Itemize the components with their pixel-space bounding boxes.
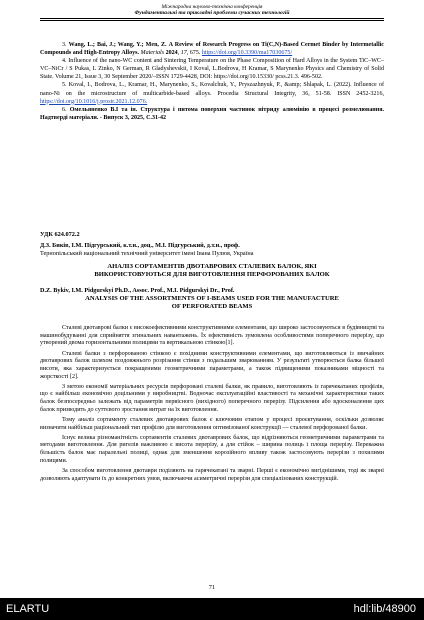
authors-en: D.Z. Bykiv, I.M. Pidgurskyi Ph.D., Assoc. Prof., M.I. Pidgurskyi Dr., Prof. [40,287,235,294]
affiliation-ua: Тернопільський національний технічний університет імені Івана Пулюя, Україна [40,250,254,257]
body-paragraph: За способом виготовлення двотаври поділяють на гарячекатані та зварні. Перші є економічно вигіднішими, тоді як зварні дозволяють адаптувати їх до конкретних умов, включаючи асиметричні перерізи для спеціалізованих конструкцій. [40,467,384,482]
udk-code: УДК 624.072.2 [40,231,80,238]
body-paragraph: Сталеві балки з перфорованою стінкою є похідними конструктивними елементами, що виготовляються із звичайних двотаврових балок шляхом поздовжнього розрізання стінки з подальшим зварюванням. У результаті утворюється балка більшої висоти, яка характеризується покращеними геометричними параметрами, а також підвищеними показниками міцності та жорсткості [2]. [40,350,384,380]
footer-bar [0,598,424,620]
reference-doi-link[interactable]: https://doi.org/10.1016/j.prostr.2021.12.076. [40,98,148,105]
authors-ua: Д.З. Биків, І.М. Підгурський, к.т.н., доц., М.І. Підгурський, д.т.н., проф. [40,242,240,249]
reference-item: 3. Wang, L.; Bai, J.; Wang, Y.; Men, Z. A Review of Research Progress on Ti(C,N)-Based Cermet Binder by Intermetallic Compounds and High-Entropy Alloys. Materials 2024, 17, 675. https://doi.org/10.3390/ma17030675/ [40,42,384,57]
page-number: 71 [208,584,216,591]
body-paragraph: З метою економії матеріальних ресурсів перфоровані сталеві балки, як правило, виготовляють із гарячекатаних профілів, що є найбільш економічно доцільними у виробництві. Водночас експлуатаційні властивості та механічні характеристики таких балок безпосередньо залежать від параметрів первісного (вихідного) поперечного перерізу. Підсилення або вдосконалення цих балок призводить до суттєвого зростання витрат на їх виготовлення. [40,383,384,413]
handle-id: hdl:lib/48900 [353,603,416,615]
reference-item: 6. Омельяненко В.І та ін. Структура і питома поверхня частинок нітриду алюмінію в процесі розмелювання. Надтверді матеріали. - Випуск 3, 2025, С.31-42 [40,106,384,121]
body-paragraph: Сталеві двотаврові балки є високоефективними конструктивними елементами, що широко застосовуються в будівництві та машинобудуванні для сприйняття згинальних навантажень. Їх ефективність зумовлена особливостями поперечного перерізу, що утворений двома горизонтальними полицями та вертикальною стінкою[1]. [40,325,384,347]
reference-journal: Materials [140,50,165,57]
reference-authors: Wang, L.; Bai, J.; Wang, Y.; Men, Z. [68,42,167,48]
reference-volume: 17 [180,50,187,57]
reference-list [40,41,384,122]
reference-doi-link[interactable]: https://doi.org/10.3390/ma17030675/ [201,50,293,57]
header-line-1: Міжнародна науково-технічна конференція [161,4,263,10]
conference-header [0,4,424,16]
repository-name: ELARTU [6,603,50,615]
paper-title-en: ANALYSIS OF THE ASSORTMENTS OF I-BEAMS USED FOR THE MANUFACTURE OF PERFORATED BEAMS [85,295,339,310]
reference-item: 4. Influence of the nano-WC content and Sintering Temperature on the Phase Composition of Hard Alloys in the System TiC–WC–VC–NiCr / S Pukas, L Zinko, N German, R Gladyshevskii, I Koval, L.Bodrova, H Kramar, S Marynenko Physics and Chemistry of Solid State. Volume 21, Issue 3, 30 September 2020/–ISSN 1729-4428, DOI: https://doi.org/10.15330/ pcss.21.3. 496-502. [40,58,384,81]
header-rule-2 [40,20,384,21]
reference-title: A Review of Research Progress on Ti(C,N)-Based Cermet Binder by Intermetallic Compounds and High-Entropy Alloys. [40,42,384,57]
body-paragraph: Існує велика різноманітність сортаментів сталевих двотаврових балок, що відрізняються геометричними параметрами та методами виготовлення. Для ригелів важливою є висота перерізу, а для стійок – ширина полиць і площа перерізу. Переважна більшість балок має паралельні полиці, однак для зменшення корозійного впливу також застосовують перерізи з похилими полицями. [40,434,384,464]
reference-item: 5. Koval, I., Bodrova, L., Kramar, H., Marynenko, S., Kovalchuk, Y., Pryszazhnyuk, P., &amp; Shlapak, L. (2022). Influence of nano-Ni on the microstructure of multicarbide-based alloys. Procedia Structural Integrity, 36, 51-58. ISSN 2452-3216, https://doi.org/10.1016/j.prostr.2021.12.076. [40,82,384,105]
paper-title-ua: АНАЛІЗ СОРТАМЕНТІВ ДВОТАВРОВИХ СТАЛЕВИХ БАЛОК, ЯКІ ВИКОРИСТОВУЮТЬСЯ ДЛЯ ВИГОТОВЛЕННЯ ПЕРФОРОВАНИХ БАЛОК [94,263,330,278]
header-line-2: Фундаментальні та прикладні проблеми сучасних технологій [134,10,290,16]
authors-block-ua [40,242,384,258]
body-paragraph: Тому аналіз сортаменту сталевих двотаврових балок є ключовим етапом у процесі проєктування, оскільки дозволяє визначити найбільш раціональний тип профілю для виготовлення оптимізованої конструкції — сталевої перфорованої балки. [40,416,384,431]
reference-year: 2024 [165,50,178,57]
paper-body [40,325,384,486]
